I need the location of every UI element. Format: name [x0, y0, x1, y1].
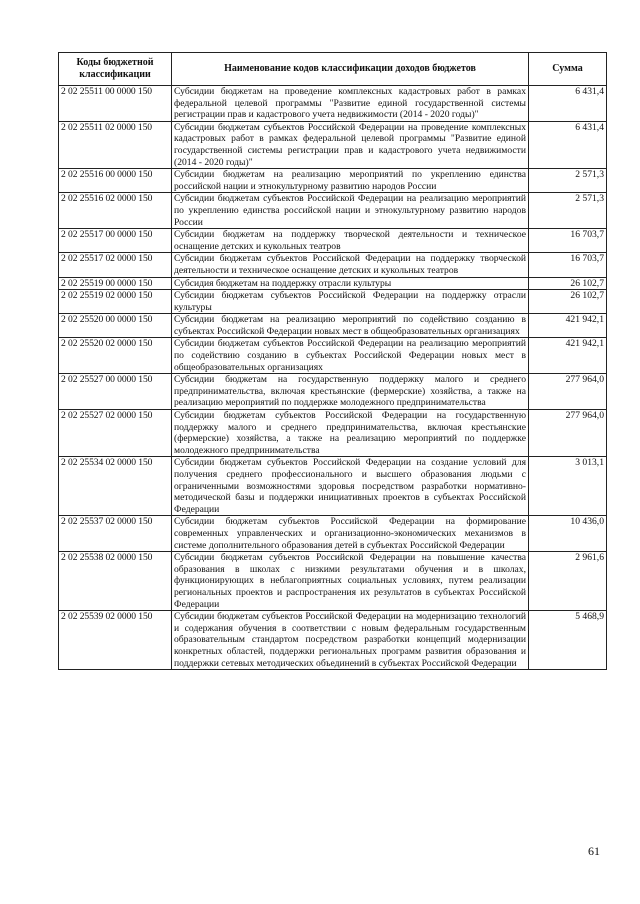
row-sum: 26 102,7 [529, 277, 607, 290]
header-code: Коды бюджетной классификации [59, 53, 172, 86]
table-row [59, 193, 607, 229]
row-code: 2 02 25519 02 0000 150 [59, 290, 172, 314]
table-row [59, 374, 607, 410]
row-code: 2 02 25516 02 0000 150 [59, 193, 172, 229]
row-name: Субсидии бюджетам субъектов Российской Федерации на поддержку отрасли культуры [172, 290, 529, 314]
row-name: Субсидия бюджетам на поддержку отрасли культуры [172, 277, 529, 290]
row-sum: 421 942,1 [529, 338, 607, 374]
header-name: Наименование кодов классификации доходов бюджетов [172, 53, 529, 86]
row-code: 2 02 25517 02 0000 150 [59, 253, 172, 277]
table-row [59, 121, 607, 168]
row-code: 2 02 25520 00 0000 150 [59, 314, 172, 338]
table-row [59, 229, 607, 253]
row-sum: 3 013,1 [529, 457, 607, 516]
header-row [59, 53, 607, 86]
row-name: Субсидии бюджетам субъектов Российской Федерации на реализацию мероприятий по содействию созданию в субъектах Российской Федерации новых мест в общеобразовательных организациях [172, 338, 529, 374]
row-name: Субсидии бюджетам субъектов Российской Федерации на создание условий для получения среднего профессионального и высшего образования людьми с ограниченными возможностями здоровья посредством разработки нормативно-методической базы и поддержки инициативных проектов в субъектах Российской Федерации [172, 457, 529, 516]
table-body [59, 86, 607, 670]
row-sum: 16 703,7 [529, 229, 607, 253]
table-row [59, 314, 607, 338]
row-sum: 26 102,7 [529, 290, 607, 314]
row-name: Субсидии бюджетам на реализацию мероприятий по укреплению единства российской нации и этнокультурному развитию народов России [172, 169, 529, 193]
table-row [59, 611, 607, 670]
row-sum: 6 431,4 [529, 121, 607, 168]
row-name: Субсидии бюджетам субъектов Российской Федерации на проведение комплексных кадастровых работ в рамках федеральной целевой программы "Развитие единой государственной системы регистрации прав и кадастрового учета недвижимости (2014 - 2020 годы)" [172, 121, 529, 168]
row-code: 2 02 25519 00 0000 150 [59, 277, 172, 290]
row-name: Субсидии бюджетам на проведение комплексных кадастровых работ в рамках федеральной целевой программы "Развитие единой государственной системы регистрации прав и кадастрового учета недвижимости (2014 - 2020 годы)" [172, 86, 529, 122]
row-code: 2 02 25511 02 0000 150 [59, 121, 172, 168]
table-row [59, 169, 607, 193]
table-row [59, 86, 607, 122]
table-row [59, 338, 607, 374]
table-row [59, 516, 607, 552]
row-sum: 16 703,7 [529, 253, 607, 277]
table-row [59, 410, 607, 457]
row-name: Субсидии бюджетам субъектов Российской Федерации на государственную поддержку малого и среднего предпринимательства, включая крестьянские (фермерские) хозяйства, а также на реализацию мероприятий по поддержке молодежного предпринимательства [172, 410, 529, 457]
row-sum: 2 961,6 [529, 552, 607, 611]
row-code: 2 02 25517 00 0000 150 [59, 229, 172, 253]
table-row [59, 457, 607, 516]
budget-income-table [58, 52, 607, 670]
row-code: 2 02 25527 00 0000 150 [59, 374, 172, 410]
row-code: 2 02 25539 02 0000 150 [59, 611, 172, 670]
row-name: Субсидии бюджетам на поддержку творческой деятельности и техническое оснащение детских и кукольных театров [172, 229, 529, 253]
row-code: 2 02 25511 00 0000 150 [59, 86, 172, 122]
row-code: 2 02 25538 02 0000 150 [59, 552, 172, 611]
row-sum: 10 436,0 [529, 516, 607, 552]
row-sum: 5 468,9 [529, 611, 607, 670]
row-code: 2 02 25520 02 0000 150 [59, 338, 172, 374]
row-sum: 2 571,3 [529, 169, 607, 193]
row-sum: 277 964,0 [529, 410, 607, 457]
page-number: 61 [588, 844, 600, 858]
row-name: Субсидии бюджетам на реализацию мероприятий по содействию созданию в субъектах Российской Федерации новых мест в общеобразовательных организациях [172, 314, 529, 338]
row-name: Субсидии бюджетам субъектов Российской Федерации на формирование современных управленческих и организационно-экономических механизмов в системе дополнительного образования детей в субъектах Российской Федерации [172, 516, 529, 552]
row-sum: 277 964,0 [529, 374, 607, 410]
table-row [59, 552, 607, 611]
row-name: Субсидии бюджетам субъектов Российской Федерации на модернизацию технологий и содержания обучения в соответствии с новым федеральным государственным образовательным стандартом посредством разработки концепций модернизации конкретных областей, поддержки региональных программ развития образования и поддержки сетевых методических объединений в субъектах Российской Федерации [172, 611, 529, 670]
row-name: Субсидии бюджетам субъектов Российской Федерации на реализацию мероприятий по укреплению единства российской нации и этнокультурному развитию народов России [172, 193, 529, 229]
row-sum: 6 431,4 [529, 86, 607, 122]
table-row [59, 290, 607, 314]
row-code: 2 02 25534 02 0000 150 [59, 457, 172, 516]
row-code: 2 02 25527 02 0000 150 [59, 410, 172, 457]
table-row [59, 253, 607, 277]
row-code: 2 02 25516 00 0000 150 [59, 169, 172, 193]
row-code: 2 02 25537 02 0000 150 [59, 516, 172, 552]
row-sum: 421 942,1 [529, 314, 607, 338]
row-name: Субсидии бюджетам субъектов Российской Федерации на повышение качества образования в школах с низкими результатами обучения и в школах, функционирующих в неблагоприятных социальных условиях, путем реализации региональных проектов и распространения их результатов в субъектах Российской Федерации [172, 552, 529, 611]
table-row [59, 277, 607, 290]
row-sum: 2 571,3 [529, 193, 607, 229]
row-name: Субсидии бюджетам субъектов Российской Федерации на поддержку творческой деятельности и техническое оснащение детских и кукольных театров [172, 253, 529, 277]
row-name: Субсидии бюджетам на государственную поддержку малого и среднего предпринимательства, включая крестьянские (фермерские) хозяйства, а также на реализацию мероприятий по поддержке молодежного предпринимательства [172, 374, 529, 410]
header-sum: Сумма [529, 53, 607, 86]
table-header [59, 53, 607, 86]
